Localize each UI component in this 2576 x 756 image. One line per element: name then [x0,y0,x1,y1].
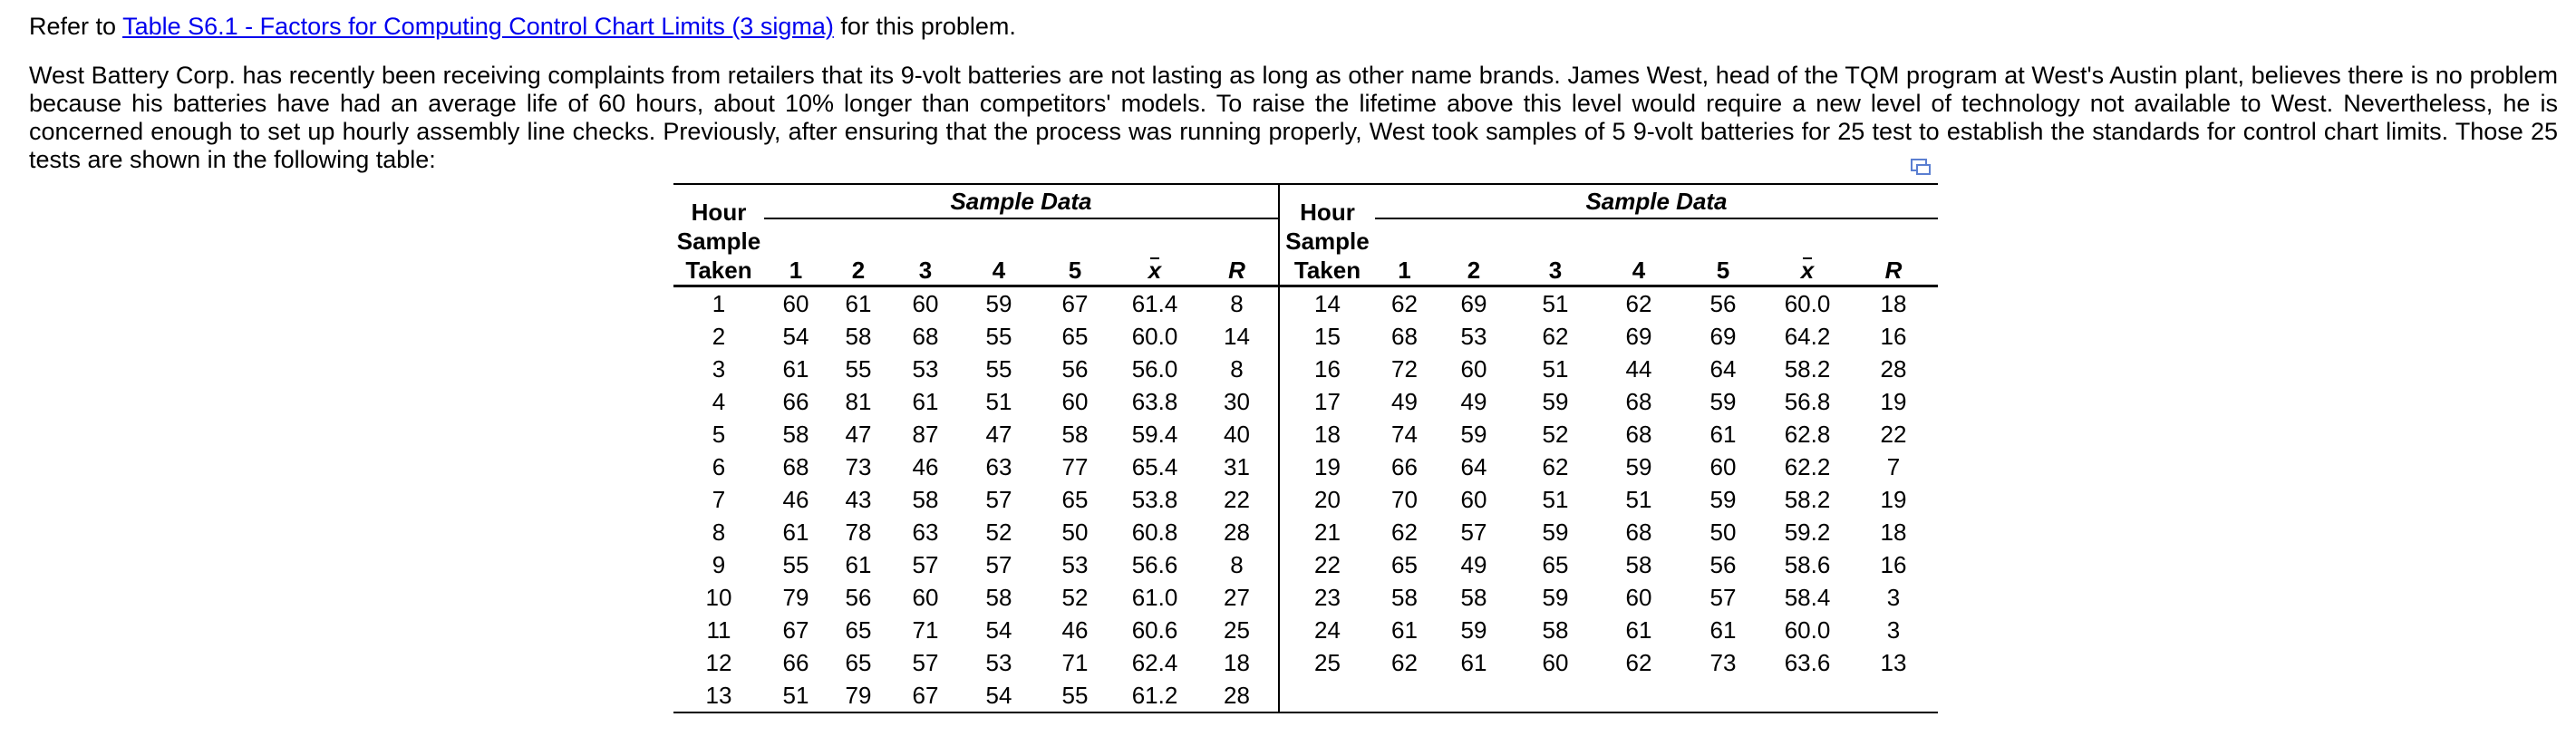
data-cell: 49 [1460,550,1487,578]
data-cell: 53 [912,354,939,383]
data-cell: 25 [1224,615,1250,644]
hour-cell: 3 [712,354,726,383]
data-cell: 22 [1880,420,1907,448]
data-cell: 64.2 [1784,322,1831,350]
hour-cell: 7 [712,485,726,513]
data-cell: 56 [1061,354,1089,383]
data-cell: 57 [985,550,1012,578]
data-cell: 56.8 [1784,387,1831,415]
data-cell: 8 [1230,550,1244,578]
right-col-header-sample-1: 1 [1375,256,1434,286]
hour-cell: 13 [673,679,764,712]
data-cell: 65 [845,648,872,676]
data-cell: 43 [845,485,872,513]
data-cell: 47 [845,420,872,448]
hour-cell: 19 [1279,451,1375,483]
data-cell: 61 [1709,420,1737,448]
left-sample-data-header: Sample Data [764,184,1279,218]
hour-cell [1279,679,1375,712]
data-cell [1849,679,1938,712]
data-cell: 57 [912,550,939,578]
data-cell: 60 [912,583,939,611]
data-cell: 62 [1391,648,1418,676]
left-col-header-range: R [1196,256,1279,286]
data-cell: 60 [1542,648,1569,676]
data-cell [1680,679,1766,712]
data-cell: 16 [1880,322,1907,350]
data-cell: 61 [912,387,939,415]
left-col-header-sample-1: 1 [764,256,828,286]
data-cell: 63 [912,518,939,546]
data-cell: 60 [1709,452,1737,480]
data-cell [1514,679,1597,712]
data-cell: 61.4 [1131,289,1178,317]
table-row [673,548,1938,581]
data-cell: 60 [1460,354,1487,383]
data-cell: 77 [1061,452,1089,480]
data-cell: 62 [1391,518,1418,546]
hour-header-line: Hour [691,199,747,226]
data-cell: 59 [1625,452,1652,480]
table-row [673,385,1938,418]
hour-cell: 24 [1279,614,1375,646]
data-cell: 61 [1709,615,1737,644]
xbar-symbol: x [1148,257,1162,284]
data-cell: 62 [1391,289,1418,317]
data-cell: 51 [1542,485,1569,513]
data-cell: 47 [985,420,1012,448]
data-cell: 60.0 [1784,615,1831,644]
data-cell: 50 [1061,518,1089,546]
data-cell: 79 [828,679,889,712]
data-cell: 65.4 [1131,452,1178,480]
data-cell: 59 [1709,485,1737,513]
table-row [673,614,1938,646]
data-cell: 54 [962,679,1036,712]
data-cell: 58 [912,485,939,513]
problem-statement: West Battery Corp. has recently been receiving complaints from retailers that its 9-volt batteries are not lasting as long as other name brands. James West, head of the TQM program at West's Austin plant, believes there is no problem because his batteries have had an average life of 60 hours, about 10% longer than competitors' models. To raise the lifetime above this level would require a new level of technology not available to West. Nevertheless, he is concerned enough to set up hourly assembly line checks. Previously, after ensuring that the process was running properly, West took samples of 5 9-volt batteries for 25 test to establish the standards for control chart limits. Those 25 tests are shown in the following table: [29,62,2558,173]
data-cell: 63.8 [1131,387,1178,415]
data-cell: 58 [1542,615,1569,644]
data-cell: 18 [1880,518,1907,546]
table-row [673,516,1938,548]
hour-cell: 14 [1279,286,1375,321]
data-cell: 68 [1625,387,1652,415]
hour-cell: 23 [1279,581,1375,614]
data-cell: 51 [1542,354,1569,383]
data-cell: 62.4 [1131,648,1178,676]
table-row [673,581,1938,614]
data-cell: 59.2 [1784,518,1831,546]
hour-cell: 25 [1279,646,1375,679]
data-cell: 59 [1460,615,1487,644]
hour-cell: 11 [706,615,731,644]
data-cell: 60 [1625,583,1652,611]
data-cell: 56.6 [1131,550,1178,578]
data-cell: 55 [985,322,1012,350]
hour-cell: 4 [712,387,726,415]
data-cell: 58.2 [1784,354,1831,383]
data-cell: 65 [1542,550,1569,578]
data-cell: 74 [1391,420,1418,448]
data-cell: 67 [1061,289,1089,317]
data-cell: 65 [845,615,872,644]
table-row [673,320,1938,353]
data-cell: 51 [985,387,1012,415]
left-col-header-sample-5: 5 [1036,256,1114,286]
data-cell: 67 [889,679,962,712]
expand-window-icon[interactable] [1910,158,1932,176]
data-cell: 62.8 [1784,420,1831,448]
data-cell: 51 [1625,485,1652,513]
hour-cell: 6 [712,452,726,480]
table-row [673,679,1938,712]
data-cell: 60 [1061,387,1089,415]
data-cell: 62.2 [1784,452,1831,480]
data-cell: 60 [1460,485,1487,513]
data-cell: 58 [1391,583,1418,611]
right-sample-data-header: Sample Data [1375,184,1938,218]
data-cell: 69 [1625,322,1652,350]
data-cell: 59 [1460,420,1487,448]
data-cell: 61 [1625,615,1652,644]
data-cell: 30 [1224,387,1250,415]
hour-cell: 10 [705,583,732,611]
data-cell: 61 [845,550,872,578]
data-cell: 55 [985,354,1012,383]
data-cell: 8 [1230,289,1244,317]
data-cell: 58 [845,322,872,350]
data-cell: 62 [1625,648,1652,676]
data-cell: 50 [1709,518,1737,546]
data-cell: 56 [1709,289,1737,317]
data-cell: 46 [1061,615,1089,644]
right-col-header-sample-3: 3 [1514,256,1597,286]
data-cell: 60.8 [1131,518,1178,546]
left-col-header-sample-4: 4 [962,256,1036,286]
data-cell: 65 [1061,485,1089,513]
reference-line [29,11,1016,42]
data-cell: 65 [1061,322,1089,350]
data-cell: 52 [1061,583,1089,611]
data-cell: 66 [782,648,809,676]
left-col-header-sample-3: 3 [889,256,962,286]
data-cell: 3 [1886,583,1901,611]
right-hour-header [1279,184,1375,286]
reference-suffix: for this problem. [833,13,1016,40]
data-cell: 59 [1542,518,1569,546]
data-cell: 58 [1460,583,1487,611]
data-cell: 79 [782,583,809,611]
data-cell: 49 [1391,387,1418,415]
data-cell: 56 [1709,550,1737,578]
data-cell: 72 [1391,354,1418,383]
data-cell: 58.6 [1784,550,1831,578]
data-cell: 40 [1224,420,1250,448]
data-cell: 55 [1036,679,1114,712]
data-cell: 65 [1391,550,1418,578]
data-cell: 60 [782,289,809,317]
data-cell: 59 [1542,583,1569,611]
data-cell: 69 [1460,289,1487,317]
data-cell: 59 [985,289,1012,317]
data-cell: 64 [1460,452,1487,480]
data-cell: 66 [1391,452,1418,480]
data-cell: 66 [782,387,809,415]
right-xbar-header [1766,256,1849,286]
hour-header-line: Taken [1293,257,1361,284]
data-cell: 7 [1886,452,1901,480]
data-cell: 8 [1230,354,1244,383]
right-col-header-sample-2: 2 [1434,256,1514,286]
data-cell: 78 [845,518,872,546]
data-cell: 54 [782,322,809,350]
data-cell: 68 [1391,322,1418,350]
data-cell: 57 [1460,518,1487,546]
data-cell: 56 [845,583,872,611]
data-cell: 58.2 [1784,485,1831,513]
table-row [673,286,1938,321]
data-cell: 57 [985,485,1012,513]
data-cell: 58 [985,583,1012,611]
data-cell: 61 [1391,615,1418,644]
left-xbar-header [1114,256,1196,286]
right-col-header-sample-4: 4 [1597,256,1680,286]
data-cell: 61.2 [1114,679,1196,712]
data-cell: 28 [1196,679,1279,712]
table-row [673,483,1938,516]
xbar-symbol: x [1800,257,1815,284]
data-cell: 59.4 [1131,420,1178,448]
hour-cell: 21 [1279,516,1375,548]
data-cell: 52 [1542,420,1569,448]
hour-cell: 1 [712,289,726,317]
right-col-header-range: R [1849,256,1938,286]
data-cell: 18 [1880,289,1907,317]
reference-prefix: Refer to [29,13,123,40]
data-cell: 27 [1224,583,1250,611]
hour-cell: 9 [712,550,726,578]
data-cell: 62 [1542,322,1569,350]
data-cell: 59 [1709,387,1737,415]
hour-cell: 8 [712,518,726,546]
data-cell: 22 [1224,485,1250,513]
data-cell: 68 [1625,420,1652,448]
data-cell: 61 [1460,648,1487,676]
data-cell [1766,679,1849,712]
data-cell: 19 [1880,387,1907,415]
left-hour-header [673,184,764,286]
data-cell: 60.0 [1131,322,1178,350]
data-cell: 53 [985,648,1012,676]
data-cell: 19 [1880,485,1907,513]
data-cell: 3 [1886,615,1901,644]
data-cell: 69 [1709,322,1737,350]
data-cell: 51 [1542,289,1569,317]
data-cell: 52 [985,518,1012,546]
data-cell: 16 [1880,550,1907,578]
hour-cell: 12 [705,648,732,676]
data-cell: 58.4 [1784,583,1831,611]
data-cell: 57 [1709,583,1737,611]
data-cell: 60 [912,289,939,317]
data-cell: 53 [1061,550,1089,578]
right-col-header-sample-5: 5 [1680,256,1766,286]
data-cell: 46 [782,485,809,513]
data-cell: 59 [1542,387,1569,415]
data-cell [1597,679,1680,712]
data-cell: 68 [912,322,939,350]
data-cell: 63 [985,452,1012,480]
data-cell: 63.6 [1784,648,1831,676]
sample-data-table [673,183,1938,713]
hour-cell: 18 [1279,418,1375,451]
data-cell: 28 [1224,518,1250,546]
data-cell: 55 [845,354,872,383]
hour-header-line: Hour [1300,199,1355,226]
table-row [673,451,1938,483]
data-cell: 58 [1061,420,1089,448]
hour-header-line: Sample [676,228,761,255]
hour-header-line: Taken [685,257,752,284]
data-cell: 58 [1625,550,1652,578]
data-cell: 68 [782,452,809,480]
data-cell: 51 [764,679,828,712]
data-cell: 57 [912,648,939,676]
data-cell: 60.6 [1131,615,1178,644]
factors-table-link[interactable]: Table S6.1 - Factors for Computing Control Chart Limits (3 sigma) [122,13,834,40]
hour-cell: 22 [1279,548,1375,581]
data-cell: 46 [912,452,939,480]
data-cell: 61 [782,354,809,383]
data-cell [1375,679,1434,712]
data-cell: 60.0 [1784,289,1831,317]
table-row [673,353,1938,385]
data-cell: 28 [1880,354,1907,383]
data-cell: 55 [782,550,809,578]
hour-cell: 5 [712,420,726,448]
hour-cell: 15 [1279,320,1375,353]
data-cell: 56.0 [1131,354,1178,383]
data-cell: 68 [1625,518,1652,546]
hour-header-line: Sample [1285,228,1370,255]
data-cell: 73 [1709,648,1737,676]
data-cell: 61 [845,289,872,317]
data-cell: 64 [1709,354,1737,383]
data-cell: 73 [845,452,872,480]
hour-cell: 17 [1279,385,1375,418]
hour-cell: 20 [1279,483,1375,516]
data-cell: 49 [1460,387,1487,415]
data-cell: 13 [1880,648,1907,676]
data-cell: 54 [985,615,1012,644]
data-cell: 58 [782,420,809,448]
hour-cell: 2 [712,322,726,350]
table-row [673,418,1938,451]
table-row [673,646,1938,679]
data-cell: 31 [1224,452,1250,480]
data-cell: 44 [1625,354,1652,383]
hour-cell: 16 [1279,353,1375,385]
data-cell: 62 [1542,452,1569,480]
left-col-header-sample-2: 2 [828,256,889,286]
data-cell: 81 [845,387,872,415]
data-cell: 71 [912,615,939,644]
data-cell: 70 [1391,485,1418,513]
data-cell: 71 [1061,648,1089,676]
data-cell: 67 [782,615,809,644]
data-cell: 14 [1224,322,1250,350]
data-cell: 53.8 [1131,485,1178,513]
data-cell: 87 [912,420,939,448]
data-cell: 18 [1224,648,1250,676]
data-cell: 61 [782,518,809,546]
data-cell: 61.0 [1131,583,1178,611]
data-cell: 53 [1460,322,1487,350]
data-cell: 62 [1625,289,1652,317]
data-cell [1434,679,1514,712]
